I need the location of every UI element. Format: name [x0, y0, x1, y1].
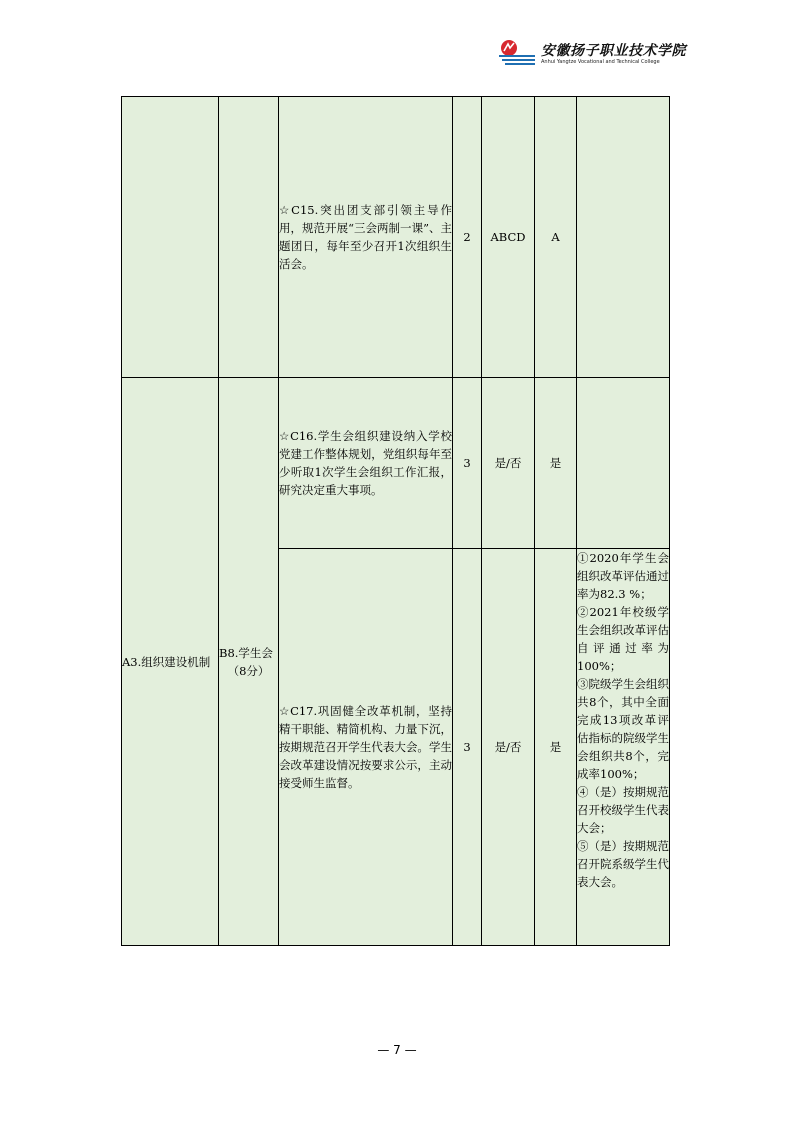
- page-number: — 7 —: [377, 1043, 417, 1057]
- note-cell: [577, 97, 670, 378]
- note-cell: [577, 549, 670, 946]
- result-cell: 是: [535, 549, 577, 946]
- category-b-cell-top: [219, 97, 279, 378]
- standard-cell: ☆C15.突出团支部引领主导作用，规范开展“三会两制一课”、主题团日，每年至少召开1次组织生活会。: [279, 97, 453, 378]
- score-cell: 3: [453, 378, 482, 549]
- category-a-cell: A3.组织建设机制: [122, 378, 219, 946]
- result-cell: A: [535, 97, 577, 378]
- evaluation-table: [121, 96, 670, 946]
- college-emblem-icon: [497, 38, 537, 68]
- category-b-score: （8分）: [227, 663, 270, 678]
- table-row: [122, 97, 670, 378]
- grade-cell: ABCD: [482, 97, 535, 378]
- college-name-en: Anhui Yangtze Vocational and Technical College: [541, 59, 660, 65]
- note-item: ⑤（是）按期规范召开院系级学生代表大会。: [577, 839, 669, 889]
- standard-cell: ☆C16.学生会组织建设纳入学校党建工作整体规划，党组织每年至少听取1次学生会组织工作汇报，研究决定重大事项。: [279, 378, 453, 549]
- table-row: [122, 378, 670, 549]
- note-item: ②2021年校级学生会组织改革评估自评通过率为100%；: [577, 605, 669, 673]
- category-a-cell-top: [122, 97, 219, 378]
- standard-cell: ☆C17.巩固健全改革机制，坚持精干职能、精简机构、力量下沉，按期规范召开学生代表大会。学生会改革建设情况按要求公示，主动接受师生监督。: [279, 549, 453, 946]
- grade-cell: 是/否: [482, 549, 535, 946]
- grade-cell: 是/否: [482, 378, 535, 549]
- college-name-cn: 安徽扬子职业技术学院: [541, 43, 686, 59]
- note-item: ①2020年学生会组织改革评估通过率为82.3 %；: [577, 551, 669, 601]
- note-cell: [577, 378, 670, 549]
- note-item: ④（是）按期规范召开校级学生代表大会；: [577, 785, 669, 835]
- score-cell: 2: [453, 97, 482, 378]
- category-b-cell: [219, 378, 279, 946]
- result-cell: 是: [535, 378, 577, 549]
- college-logo: [497, 38, 686, 68]
- category-b-label: B8.学生会: [219, 645, 273, 660]
- score-cell: 3: [453, 549, 482, 946]
- note-item: ③院级学生会组织共8个，其中全面完成13项改革评估指标的院级学生会组织共8个，完成率100%；: [577, 677, 669, 781]
